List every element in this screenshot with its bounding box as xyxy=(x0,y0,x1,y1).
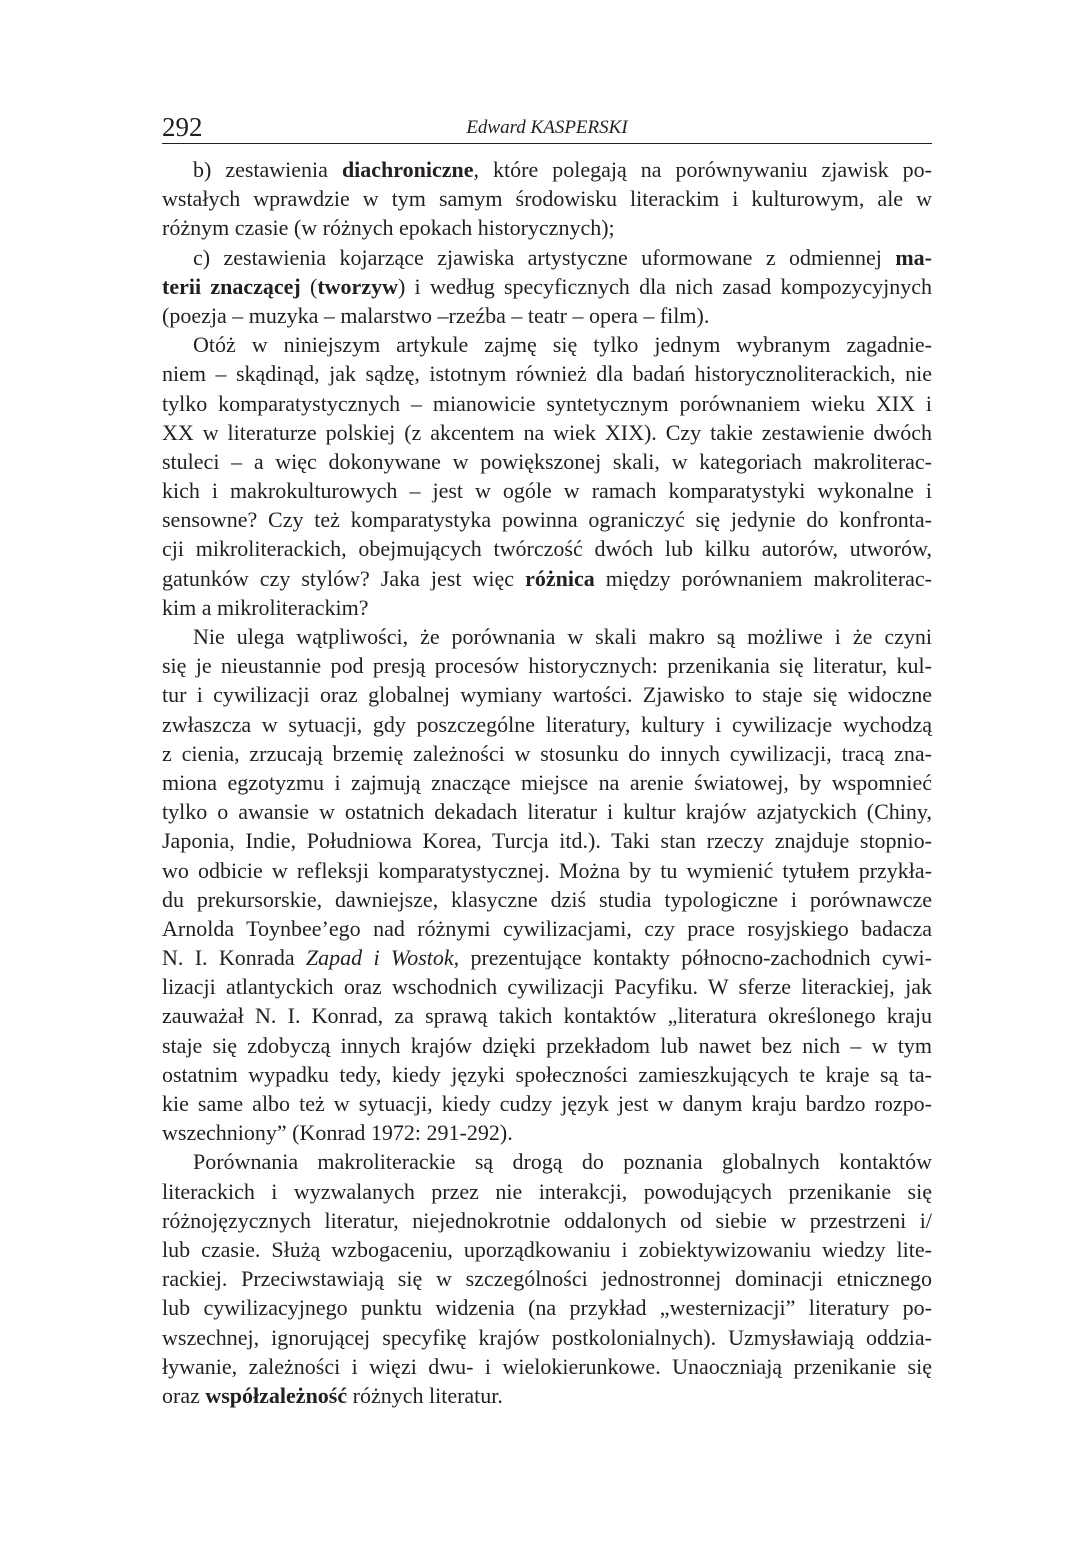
text-span: lub cywilizacyjnego punktu widzenia (na przykład „westernizacji” literatury po- xyxy=(162,1295,932,1321)
text-line xyxy=(162,943,932,972)
text-line xyxy=(162,272,932,301)
text-line xyxy=(162,739,932,768)
text-span: kim a mikroliterackim? xyxy=(162,594,369,620)
text-line xyxy=(162,1323,932,1352)
page-number: 292 xyxy=(162,112,203,142)
text-line xyxy=(162,914,932,943)
text-span: kich i makrokulturowych – jest w ogóle w ramach komparatystyki wykonalne i xyxy=(162,478,932,504)
text-line xyxy=(162,213,932,242)
body-text xyxy=(162,155,932,1410)
text-span: różnym czasie (w różnych epokach historycznych); xyxy=(162,215,615,241)
text-span: lizacji atlantyckich oraz wschodnich cywilizacji Pacyfiku. W sferze literackiej, jak xyxy=(162,974,932,1000)
bold-term: ma- xyxy=(895,244,932,270)
text-line xyxy=(162,1293,932,1322)
text-span: wszechnej, ignorującej specyfikę krajów postkolonialnych). Uzmysławiają oddzia- xyxy=(162,1324,932,1350)
text-span: c) zestawienia kojarzące zjawiska artystyczne uformowane z odmiennej xyxy=(193,244,896,270)
text-line xyxy=(162,330,932,359)
text-span: lub czasie. Służą wzbogaceniu, uporządkowaniu i zobiektywizowaniu wiedzy lite- xyxy=(162,1236,932,1262)
text-span: z cienia, zrzucają brzemię zależności w stosunku do innych cywilizacji, tracą zna- xyxy=(162,740,932,766)
text-line xyxy=(162,826,932,855)
text-line xyxy=(162,1206,932,1235)
text-span: wstałych wprawdzie w tym samym środowisku literackim i kulturowym, ale w xyxy=(162,186,932,212)
text-span: tylko komparatystycznych – mianowicie syntetycznym porównaniem wieku XIX i xyxy=(162,390,932,416)
text-line xyxy=(162,1031,932,1060)
text-span: sensowne? Czy też komparatystyka powinna ograniczyć się jedynie do konfronta- xyxy=(162,507,932,533)
paragraph xyxy=(162,622,932,1147)
text-line xyxy=(162,155,932,184)
text-line xyxy=(162,651,932,680)
text-line xyxy=(162,856,932,885)
text-span: b) zestawienia xyxy=(193,157,342,182)
text-span: między porównaniem makroliterac- xyxy=(594,565,932,591)
text-span: zwłaszcza w sytuacji, gdy poszczególne literatury, kultury i cywilizacje wychodzą xyxy=(162,711,932,737)
bold-term: diachroniczne xyxy=(341,157,474,182)
text-line xyxy=(162,885,932,914)
text-span: Otóż w niniejszym artykule zajmę się tylko jednym wybranym zagadnie- xyxy=(193,332,932,358)
bold-term: różnica xyxy=(525,565,595,591)
page-header xyxy=(162,112,932,142)
text-span: ostatnim wypadku tedy, kiedy języki społeczności zamieszkujących te kraje są ta- xyxy=(162,1061,932,1087)
text-line xyxy=(162,418,932,447)
text-span: tur i cywilizacji oraz globalnej wymiany wartości. Zjawisko to staje się widoczne xyxy=(162,682,932,708)
text-line xyxy=(162,184,932,213)
text-span: Porównania makroliterackie są drogą do poznania globalnych kontaktów xyxy=(193,1149,932,1175)
text-span: tylko o awansie w ostatnich dekadach literatur i kultur krajów azjatyckich (Chiny, xyxy=(162,799,932,825)
text-line xyxy=(162,1352,932,1381)
text-span: XX w literaturze polskiej (z akcentem na wiek XIX). Czy takie zestawienie dwóch xyxy=(162,419,932,445)
text-span: Japonia, Indie, Południowa Korea, Turcja itd.). Taki stan rzeczy znajduje stopnio- xyxy=(162,828,932,854)
text-span: wszechniony” (Konrad 1972: 291-292). xyxy=(162,1120,513,1146)
bold-term: współzależność xyxy=(205,1382,348,1408)
running-head: Edward KASPERSKI xyxy=(466,117,628,138)
text-span: wo odbicie w refleksji komparatystycznej. Można by tu wymienić tytułem przykła- xyxy=(162,857,932,883)
text-span: ) i według specyficznych dla nich zasad kompozycyjnych xyxy=(397,273,932,299)
paragraph xyxy=(162,243,932,331)
text-line xyxy=(162,1177,932,1206)
text-span: staje się zdobyczą innych krajów dzięki przekładom lub nawet bez nich – w tym xyxy=(162,1032,932,1058)
italic-title: Zapad i Wostok xyxy=(305,945,454,971)
text-span: Nie ulega wątpliwości, że porównania w skali makro są możliwe i że czyni xyxy=(193,624,932,649)
text-line xyxy=(162,564,932,593)
text-line xyxy=(162,476,932,505)
text-span: , prezentujące kontakty północno-zachodnich cywi- xyxy=(453,945,932,971)
bold-term: terii znaczącej xyxy=(162,273,301,299)
text-span: oraz xyxy=(162,1382,206,1408)
text-line xyxy=(162,1264,932,1293)
text-line xyxy=(162,1235,932,1264)
text-line xyxy=(162,622,932,651)
text-line xyxy=(162,1001,932,1030)
text-span: niem – skądinąd, jak sądzę, istotnym również dla badań historycznoliterackich, nie xyxy=(162,361,932,387)
text-span: rackiej. Przeciwstawiają się w szczególności jednostronnej dominacji etnicznego xyxy=(162,1266,932,1292)
text-span: kie same albo też w sytuacji, kiedy cudzy język jest w danym kraju bardzo rozpo- xyxy=(162,1091,932,1116)
text-span: ( xyxy=(300,273,318,299)
text-span: ływanie, zależności i więzi dwu- i wielokierunkowe. Unaoczniają przenikanie się xyxy=(162,1353,932,1379)
text-line xyxy=(162,301,932,330)
text-line xyxy=(162,1060,932,1089)
text-line xyxy=(162,1089,932,1118)
text-span: cji mikroliterackich, obejmujących twórczość dwóch lub kilku autorów, utworów, xyxy=(162,536,932,562)
header-rule xyxy=(162,143,932,144)
text-line xyxy=(162,505,932,534)
text-span: Arnolda Toynbee’ego nad różnymi cywilizacjami, czy prace rosyjskiego badacza xyxy=(162,915,932,941)
text-span: , które polegają na porównywaniu zjawisk po- xyxy=(473,157,933,182)
text-span: zauważał N. I. Konrad, za sprawą takich kontaktów „literatura określonego kraju xyxy=(162,1003,932,1029)
text-line xyxy=(162,534,932,563)
text-span: N. I. Konrada xyxy=(162,945,306,971)
text-line xyxy=(162,710,932,739)
text-span: gatunków czy stylów? Jaka jest więc xyxy=(162,565,526,591)
text-span: literackich i wyzwalanych przez nie interakcji, powodujących przenikanie się xyxy=(162,1178,932,1204)
text-span: (poezja – muzyka – malarstwo –rzeźba – teatr – opera – film). xyxy=(162,302,710,328)
bold-term: tworzyw xyxy=(317,273,398,299)
text-line xyxy=(162,1118,932,1147)
text-line xyxy=(162,1147,932,1176)
text-line xyxy=(162,1381,932,1410)
text-line xyxy=(162,243,932,272)
text-line xyxy=(162,447,932,476)
text-line xyxy=(162,768,932,797)
paragraph xyxy=(162,1147,932,1410)
text-span: różnych literatur. xyxy=(347,1382,503,1408)
text-line xyxy=(162,797,932,826)
text-span: się je nieustannie pod presją procesów historycznych: przenikania się literatur, kul- xyxy=(162,653,932,679)
paragraph xyxy=(162,330,932,622)
text-line xyxy=(162,593,932,622)
paragraph xyxy=(162,155,932,243)
text-span: różnojęzycznych literatur, niejednokrotnie oddalonych od siebie w przestrzeni i/ xyxy=(162,1207,932,1233)
text-span: stuleci – a więc dokonywane w powiększonej skali, w kategoriach makroliterac- xyxy=(162,448,932,474)
text-line xyxy=(162,972,932,1001)
text-span: miona egzotyzmu i zajmują znaczące miejsce na arenie światowej, by wspomnieć xyxy=(162,769,932,795)
text-line xyxy=(162,680,932,709)
text-line xyxy=(162,359,932,388)
text-line xyxy=(162,389,932,418)
text-span: du prekursorskie, dawniejsze, klasyczne dziś studia typologiczne i porównawcze xyxy=(162,886,932,912)
